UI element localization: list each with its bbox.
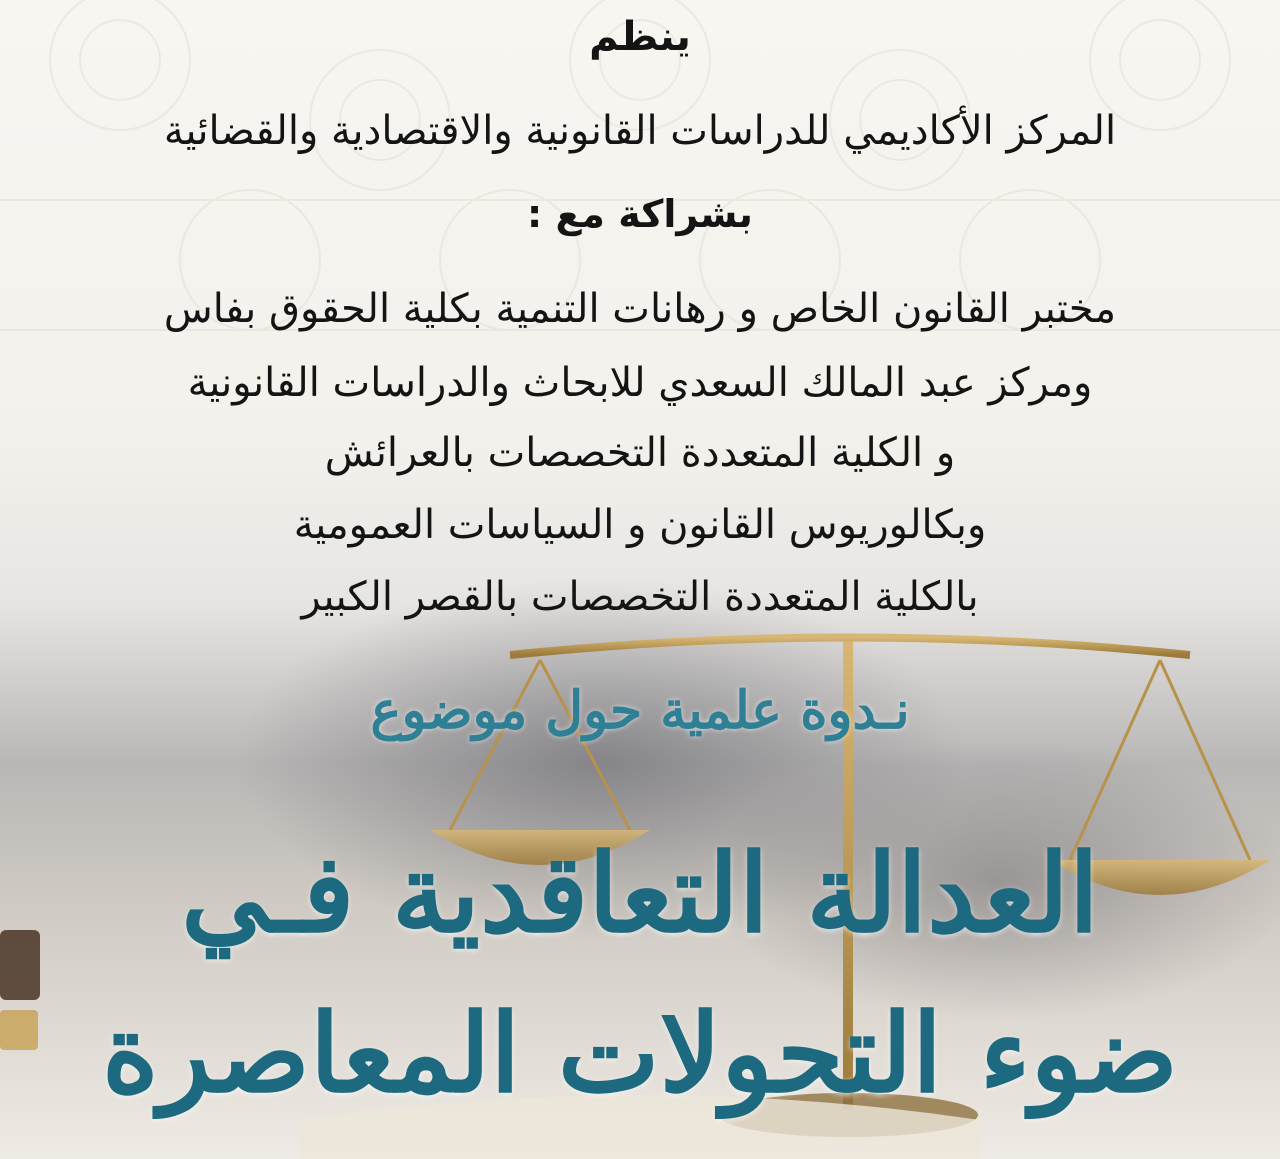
partner-line: بالكلية المتعددة التخصصات بالقصر الكبير bbox=[301, 574, 979, 620]
partnership-label: بشراكة مع : bbox=[527, 192, 753, 236]
partner-line: مختبر القانون الخاص و رهانات التنمية بكلية الحقوق بفاس bbox=[163, 286, 1117, 332]
seminar-intro: نـدوة علمية حول موضوع bbox=[370, 680, 910, 741]
partner-line: وبكالوريوس القانون و السياسات العمومية bbox=[293, 502, 987, 548]
seminar-title-line-2: ضوء التحولات المعاصرة bbox=[102, 991, 1178, 1117]
partner-line: ومركز عبد المالك السعدي للابحاث والدراسات القانونية bbox=[187, 360, 1093, 406]
seminar-title-line-1: العدالة التعاقدية فـي bbox=[181, 831, 1099, 957]
partner-line: و الكلية المتعددة التخصصات بالعرائش bbox=[324, 430, 956, 476]
organizing-center-name: المركز الأكاديمي للدراسات القانونية والاقتصادية والقضائية bbox=[163, 108, 1117, 154]
organizer-label: ينظم bbox=[589, 14, 691, 60]
